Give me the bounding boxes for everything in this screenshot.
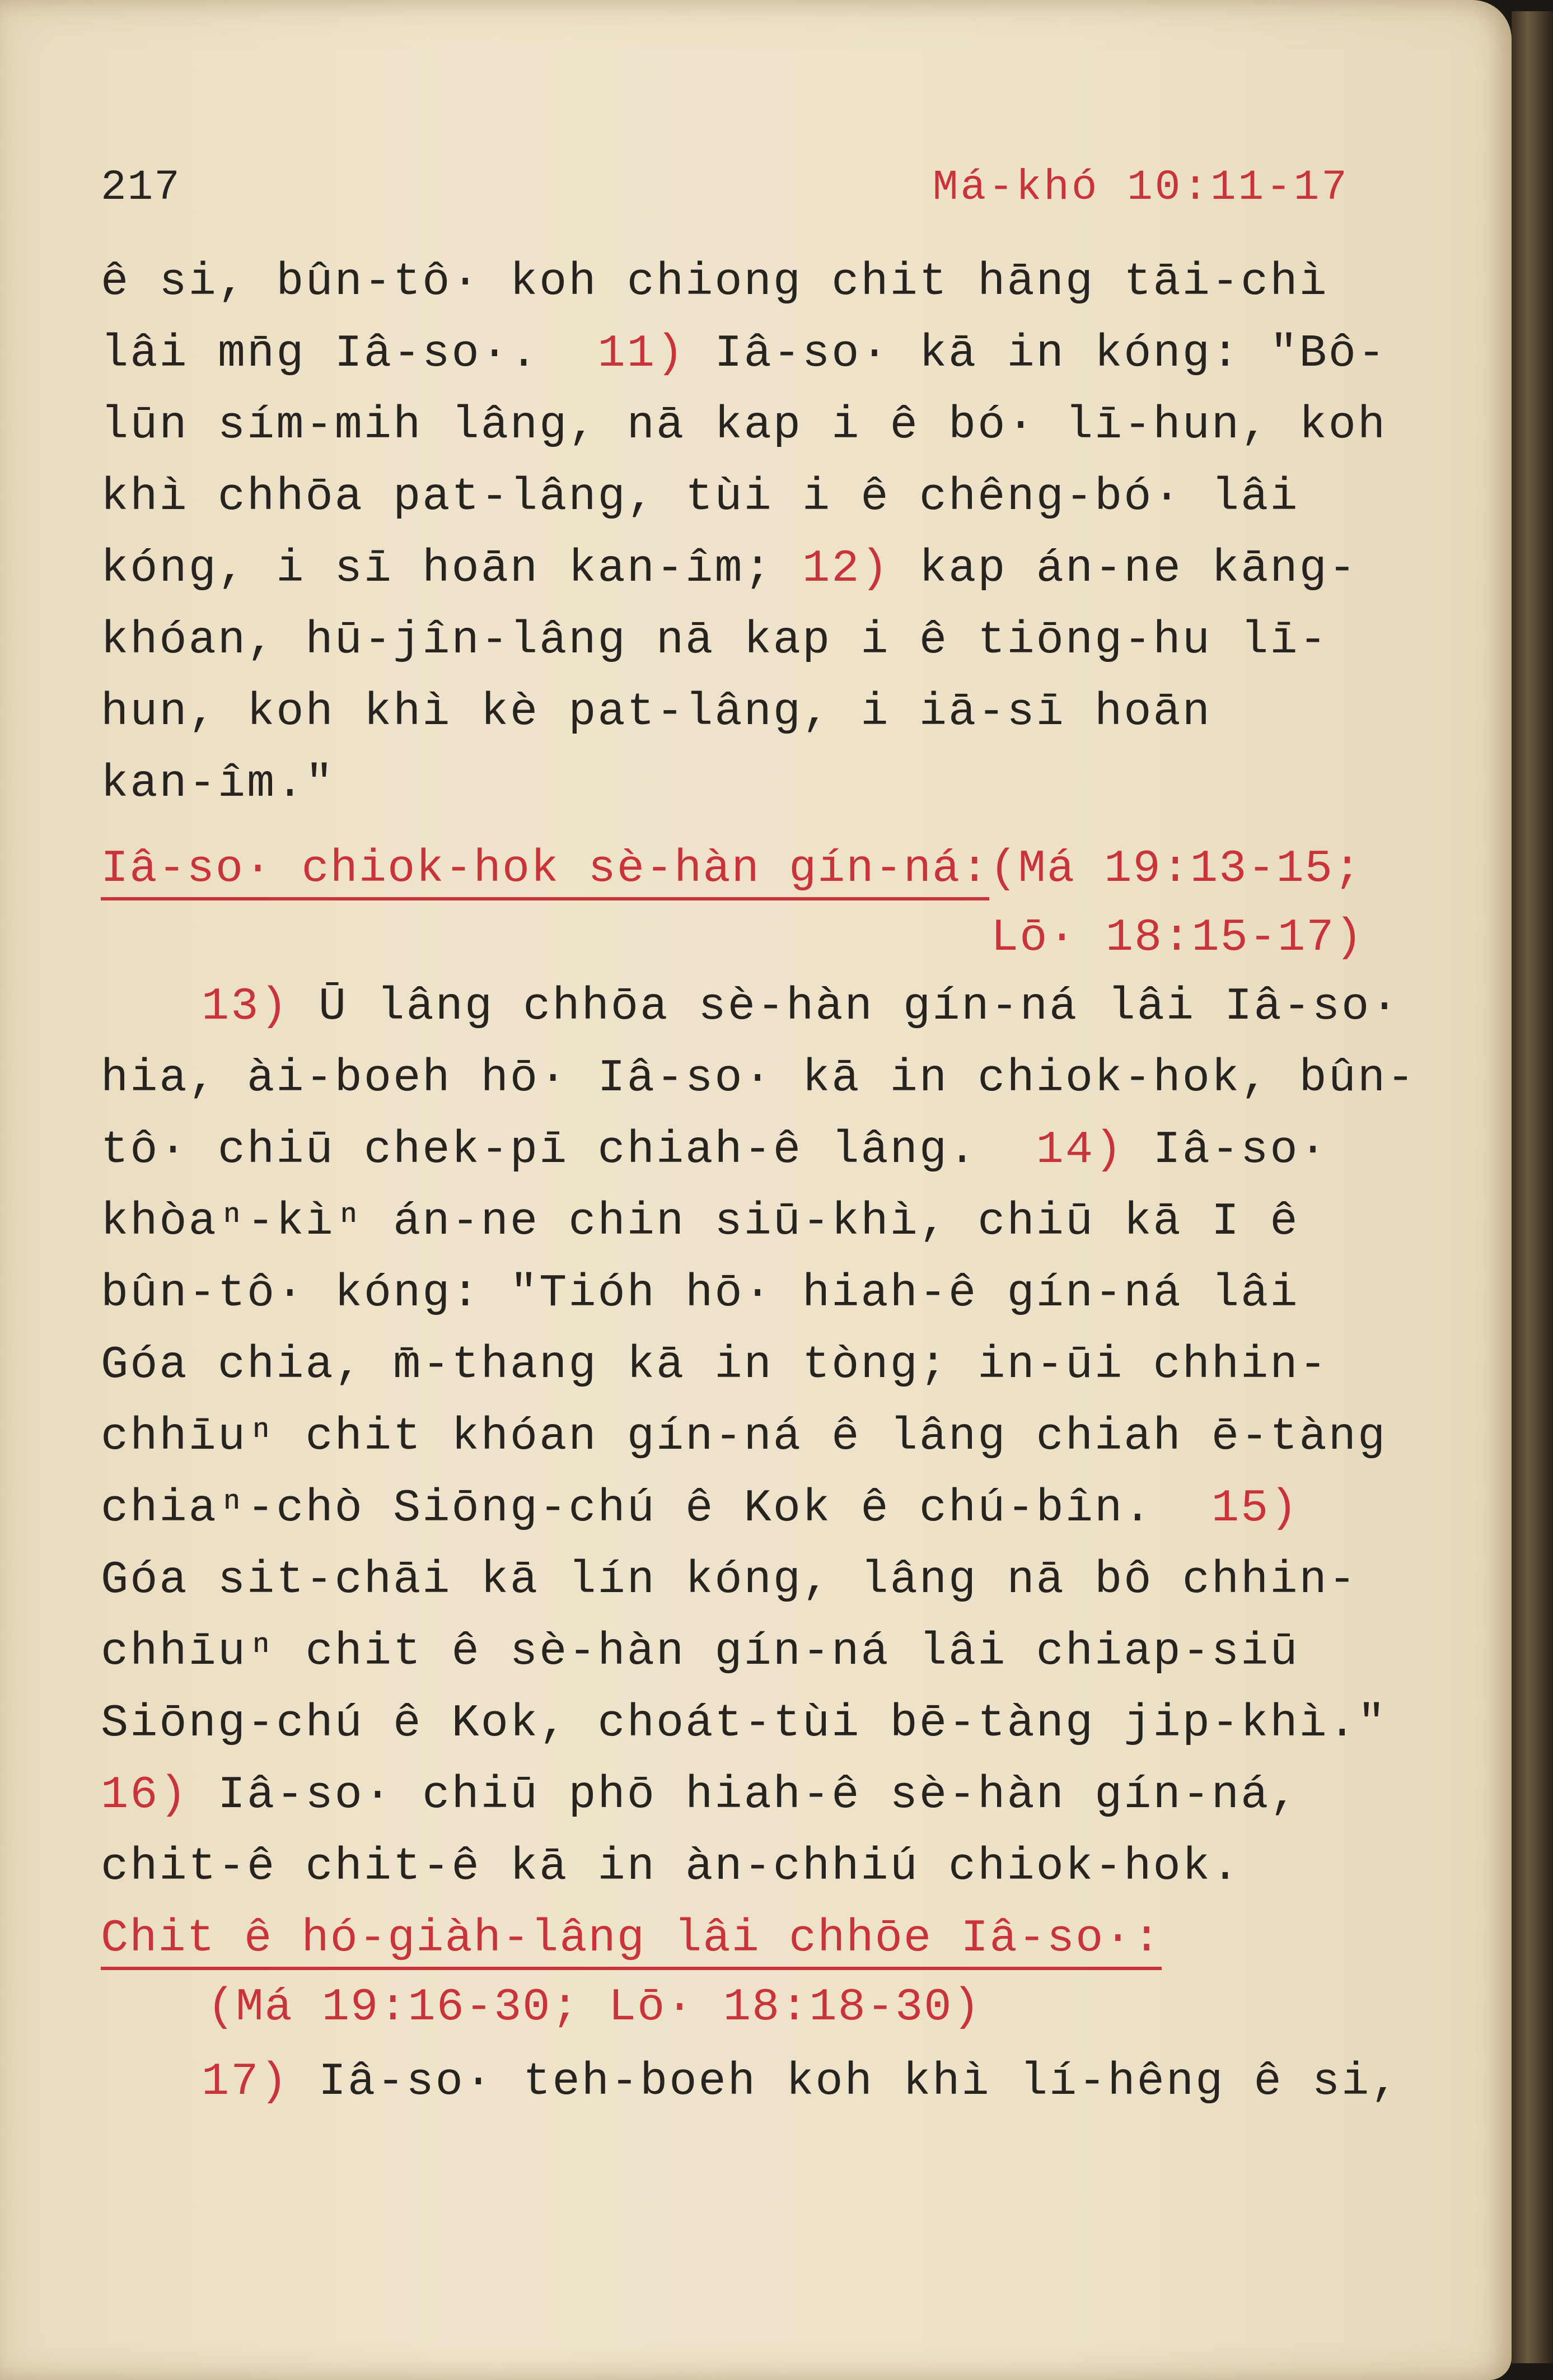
page-edge [1512,11,1553,2363]
section-reference: Lō· 18:15-17) [991,912,1364,964]
verse-number: 13) [202,981,289,1033]
body-text [101,246,1416,2118]
section-title: Iâ-so· chiok-hok sè-hàn gín-ná: [101,843,989,900]
verse-number: 12) [802,543,890,595]
running-head [101,164,1349,225]
text-line: chit-ê chit-ê kā in àn-chhiú chiok-hok. [101,1841,1241,1893]
section-heading [101,833,1405,905]
text-line [101,1114,1405,1186]
verse-number: 14) [1036,1124,1124,1176]
text-line: khóan, hū-jîn-lâng nā kap i ê tiōng-hu lī- [101,614,1329,666]
text-line: khòaⁿ-kìⁿ án-ne chin siū-khì, chiū kā I ê [101,1196,1299,1248]
section-reference-line [101,1975,1405,2041]
text-fragment: Ū lâng chhōa sè-hàn gín-ná lâi Iâ-so· [318,981,1400,1033]
text-fragment: Iâ-so· [1153,1124,1329,1176]
text-fragment: Iâ-so· chiū phō hiah-ê sè-hàn gín-ná, [217,1769,1299,1821]
text-line: hun, koh khì kè pat-lâng, i iā-sī hoān [101,686,1211,738]
header-reference: Má-khó 10:11-17 [932,164,1349,212]
text-line [101,533,1405,605]
verse-number: 16) [101,1769,189,1821]
text-fragment: Iâ-so· kā in kóng: "Bô- [714,328,1387,380]
text-line: chhīuⁿ chit ê sè-hàn gín-ná lâi chiap-siū [101,1626,1299,1678]
text-line: chhīuⁿ chit khóan gín-ná ê lâng chiah ē-tàng [101,1411,1387,1463]
text-line: hia, ài-boeh hō· Iâ-so· kā in chiok-hok, bûn- [101,1052,1416,1104]
page-number: 217 [101,164,181,212]
text-line [101,2046,1405,2118]
section-title: Chit ê hó-giàh-lâng lâi chhōe Iâ-so·: [101,1912,1162,1970]
text-fragment: lâi mn̄g Iâ-so·. [101,328,540,380]
verse-number: 15) [1211,1482,1299,1534]
section-reference-line [101,905,1405,971]
section-reference: (Má 19:16-30; Lō· 18:18-30) [207,1981,981,2033]
text-line: Siōng-chú ê Kok, choát-tùi bē-tàng jip-khì." [101,1697,1387,1749]
text-line: ê si, bûn-tô· koh chiong chit hāng tāi-chì [101,256,1329,308]
text-line: Góa chia, m̄-thang kā in tòng; in-ūi chhin- [101,1339,1329,1391]
verse-number: 17) [202,2056,289,2108]
section-heading [101,1903,1405,1975]
text-line: lūn sím-mih lâng, nā kap i ê bó· lī-hun, koh [101,399,1387,451]
section-reference: (Má 19:13-15; [989,843,1363,895]
verse-number: 11) [597,328,686,380]
text-fragment: Iâ-so· teh-boeh koh khì lí-hêng ê si, [318,2056,1400,2108]
text-line: kan-îm." [101,758,335,810]
text-line [101,1473,1405,1544]
text-line [101,971,1405,1043]
text-line: bûn-tô· kóng: "Tióh hō· hiah-ê gín-ná lâi [101,1267,1299,1319]
text-fragment: kóng, i sī hoān kan-îm; [101,543,773,595]
text-line: Góa sit-chāi kā lín kóng, lâng nā bô chhin- [101,1554,1358,1606]
text-line: khì chhōa pat-lâng, tùi i ê chêng-bó· lâi [101,471,1299,523]
text-fragment: kap án-ne kāng- [919,543,1358,595]
text-line [101,1760,1405,1831]
text-line [101,318,1405,390]
text-fragment: chiaⁿ-chò Siōng-chú ê Kok ê chú-bîn. [101,1482,1153,1534]
text-fragment: tô· chiū chek-pī chiah-ê lâng. [101,1124,978,1176]
